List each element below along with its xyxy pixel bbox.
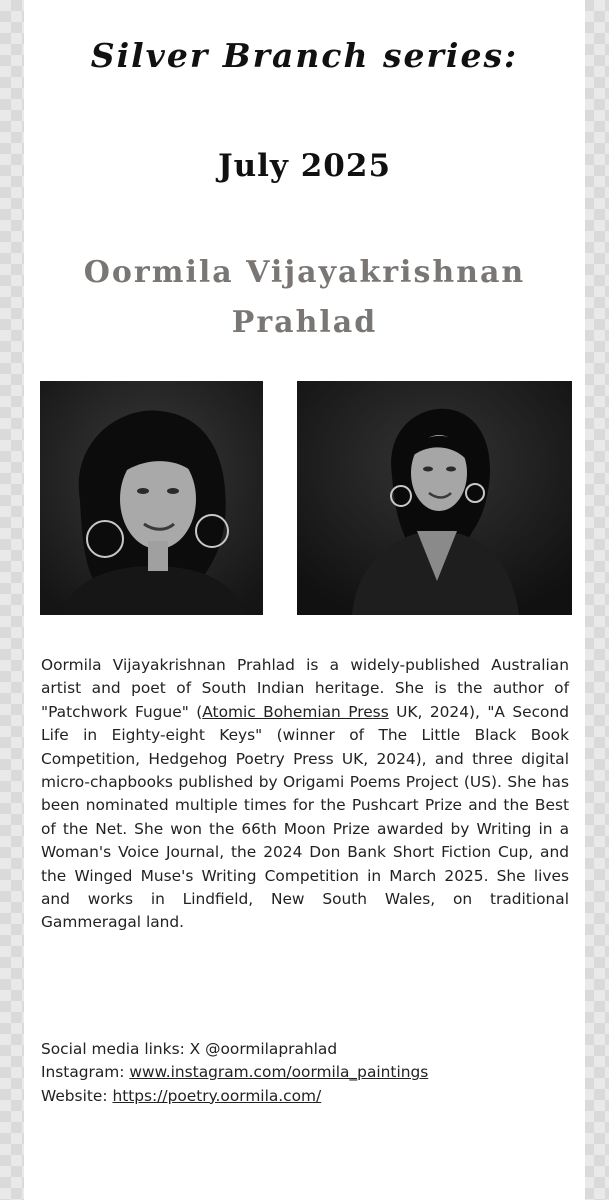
- bio-text-1: Oormila Vijayakrishnan Prahlad is a widely-published Australian artist and poet of South Indian heritage. She is the author of "Patchwork Fugue" (: [41, 656, 569, 721]
- series-title: Silver Branch series:: [90, 36, 519, 75]
- event-month: July 2025: [217, 148, 392, 184]
- portrait-closeup-illustration: [40, 381, 263, 615]
- bio-paragraph: [41, 654, 569, 935]
- website-line: [41, 1085, 569, 1108]
- portrait-photo-seated-icon: [297, 381, 572, 615]
- portrait-seated-illustration: [297, 381, 572, 615]
- instagram-line: [41, 1061, 569, 1084]
- instagram-link[interactable]: www.instagram.com/oormila_paintings: [129, 1063, 429, 1082]
- website-label: Website:: [41, 1086, 113, 1105]
- event-card: [24, 0, 585, 1200]
- poet-name: Oormila Vijayakrishnan Prahlad: [83, 255, 526, 340]
- website-link[interactable]: https://poetry.oormila.com/: [112, 1086, 322, 1105]
- social-media-line: Social media links: X @oormilaprahlad: [41, 1040, 338, 1058]
- publisher-link[interactable]: Atomic Bohemian Press: [202, 702, 389, 721]
- portrait-photo-closeup-icon: [40, 381, 263, 615]
- instagram-label: Instagram:: [41, 1063, 130, 1082]
- bio-text-2: UK, 2024), "A Second Life in Eighty-eight Keys" (winner of The Little Black Book Competition, Hedgehog Poetry Press UK, 2024), and three digital micro-chapbooks published by Origami Poems Project (US). She has been nominated multiple times for the Pushcart Prize and the Best of the Net. She won the 66th Moon Prize awarded by Writing in a Woman's Voice Journal, the 2024 Don Bank Short Fiction Cup, and the Winged Muse's Writing Competition in March 2025. She lives and works in Lindfield, New South Wales, on traditional Gammeragal land.: [41, 702, 569, 932]
- contact-links: [41, 1038, 569, 1108]
